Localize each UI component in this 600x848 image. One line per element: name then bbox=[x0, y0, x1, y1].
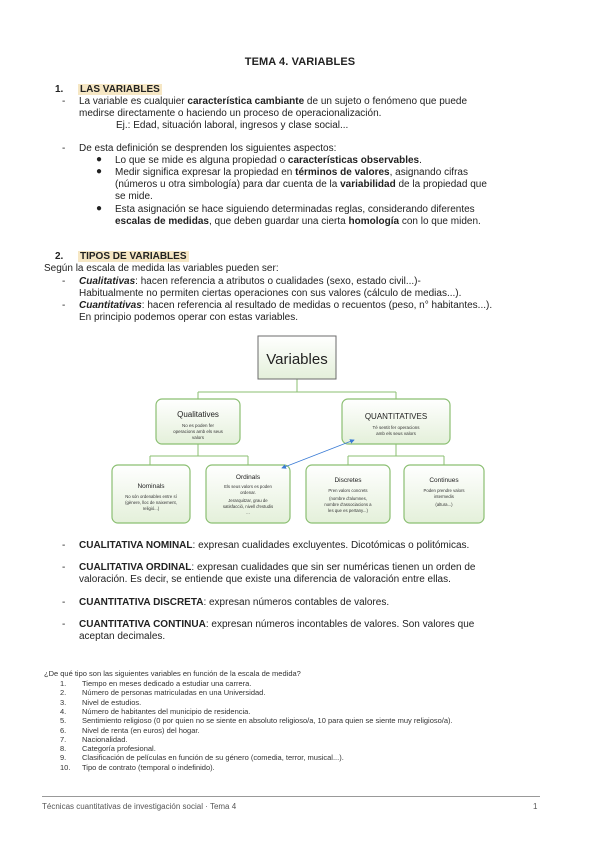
bullet-dot: ● bbox=[96, 154, 103, 165]
section2-number: 2. bbox=[55, 251, 64, 262]
bullet-dot: ● bbox=[96, 203, 103, 214]
cuantitativas-l1: Cuantitativas: hacen referencia al resultado de medidas o recuentos (peso, n° habitantes...). bbox=[79, 300, 493, 311]
diagram-node-qualitatives bbox=[156, 399, 240, 444]
svg-text:No són ordenables entre sí: No són ordenables entre sí bbox=[125, 494, 177, 499]
dash-marker: - bbox=[62, 143, 66, 154]
page-title: TEMA 4. VARIABLES bbox=[244, 56, 356, 68]
diagram-node-continues bbox=[404, 465, 484, 523]
bullet-valores-l1: Medir significa expresar la propiedad en términos de valores, asignando cifras bbox=[115, 167, 468, 178]
dash-marker: - bbox=[62, 619, 66, 630]
def-nominal: CUALITATIVA NOMINAL: expresan cualidades excluyentes. Dicotómicas o politómicas. bbox=[79, 540, 470, 551]
svg-text:operacions amb els seus: operacions amb els seus bbox=[173, 429, 223, 434]
section1-number: 1. bbox=[55, 84, 64, 95]
exercise-item-number: 6. bbox=[60, 725, 67, 735]
variables-diagram bbox=[110, 328, 530, 528]
dash-marker: - bbox=[62, 300, 66, 311]
section1-example: Ej.: Edad, situación laboral, ingresos y clase social... bbox=[116, 120, 349, 131]
exercise-item-number: 3. bbox=[60, 697, 67, 707]
section1-paragraph1: La variable es cualquier característica cambiante de un sujeto o fenómeno que puede bbox=[79, 96, 468, 107]
section1-paragraph2: De esta definición se desprenden los siguientes aspectos: bbox=[79, 143, 337, 154]
def-continua-l2: aceptan decimales. bbox=[79, 631, 166, 642]
diagram-node-variables bbox=[258, 336, 336, 379]
svg-text:ordenar.: ordenar. bbox=[240, 490, 256, 495]
diagram-node-discretes bbox=[306, 465, 390, 523]
ordinal-quantitative-arrow bbox=[282, 440, 354, 468]
cuantitativas-l2: En principio podemos operar con estas variables. bbox=[79, 312, 299, 323]
dash-marker: - bbox=[62, 96, 66, 107]
svg-text:Variables: Variables bbox=[266, 351, 328, 368]
footer-divider bbox=[42, 796, 540, 797]
exercise-item-number: 9. bbox=[60, 753, 67, 763]
bullet-dot: ● bbox=[96, 166, 103, 177]
section2-heading: TIPOS DE VARIABLES bbox=[80, 251, 187, 262]
svg-text:Jerarquitzar, grau de: Jerarquitzar, grau de bbox=[228, 498, 268, 503]
exercise-item-text: Tipo de contrato (temporal o indefinido). bbox=[82, 762, 215, 772]
svg-text:intermedis: intermedis bbox=[434, 494, 454, 499]
exercise-item-text: Nivel de renta (en euros) del hogar. bbox=[82, 725, 200, 735]
cualitativas-l1: Cualitativas: hacen referencia a atributos o cualidades (sexo, estado civil...)- bbox=[79, 276, 421, 287]
section2-intro: Según la escala de medida las variables pueden ser: bbox=[44, 263, 279, 274]
svg-text:(gènere, lloc de naixement,: (gènere, lloc de naixement, bbox=[125, 500, 177, 505]
section1-paragraph1-line2: medirse directamente o haciendo un proceso de operacionalización. bbox=[79, 108, 382, 119]
svg-text:Continues: Continues bbox=[429, 477, 459, 484]
bullet-escalas-l1: Esta asignación se hace siguiendo determinadas reglas, considerando diferentes bbox=[115, 204, 475, 215]
svg-text:Ordinals: Ordinals bbox=[235, 474, 261, 481]
svg-text:Els seus valors es poden: Els seus valors es poden bbox=[224, 484, 272, 489]
svg-text:...: ... bbox=[246, 510, 250, 515]
svg-text:QUANTITATIVES: QUANTITATIVES bbox=[364, 412, 428, 421]
exercise-item-text: Nacionalidad. bbox=[82, 734, 128, 744]
svg-text:amb els seus valors: amb els seus valors bbox=[376, 431, 416, 436]
svg-text:Discretes: Discretes bbox=[334, 477, 362, 484]
svg-text:les que es pertany...): les que es pertany...) bbox=[328, 508, 368, 513]
def-continua-l1: CUANTITATIVA CONTINUA: expresan números incontables de valores. Son valores que bbox=[79, 619, 475, 630]
exercise-item-number: 10. bbox=[60, 762, 71, 772]
svg-text:Pren valors concrets: Pren valors concrets bbox=[328, 488, 368, 493]
exercise-item-text: Tiempo en meses dedicado a estudiar una carrera. bbox=[82, 679, 252, 688]
svg-text:satisfacció, nivell d'estudis: satisfacció, nivell d'estudis bbox=[222, 504, 274, 509]
svg-text:No es poden fer: No es poden fer bbox=[181, 423, 215, 428]
def-ordinal-l1: CUALITATIVA ORDINAL: expresan cualidades que sin ser numéricas tienen un orden de bbox=[79, 562, 476, 573]
dash-marker: - bbox=[62, 540, 66, 551]
exercise-item-text: Número de personas matriculadas en una Universidad. bbox=[82, 688, 266, 698]
diagram-node-nominals bbox=[112, 465, 190, 523]
exercise-item-text: Sentimiento religioso (0 por quien no se siente en absoluto religioso/a, 10 para quien se siente muy religioso/a). bbox=[82, 716, 453, 726]
page-number: 1 bbox=[533, 802, 538, 811]
exercise-item-text: Clasificación de películas en función de su género (comedia, terror, musical...). bbox=[82, 753, 344, 763]
svg-text:Qualitatives: Qualitatives bbox=[177, 410, 219, 419]
svg-text:valors: valors bbox=[191, 435, 205, 440]
cualitativas-l2: Habitualmente no permiten ciertas operaciones con sus valores (cálculo de medias...). bbox=[79, 288, 462, 299]
svg-text:(nombre d'alumnes,: (nombre d'alumnes, bbox=[329, 496, 367, 501]
svg-text:Poden prendre valors: Poden prendre valors bbox=[423, 488, 465, 493]
footer-text: Técnicas cuantitativas de investigación social · Tema 4 bbox=[42, 802, 237, 811]
svg-text:Nominals: Nominals bbox=[137, 483, 165, 490]
exercise-item-number: 4. bbox=[60, 706, 67, 716]
exercise-item-number: 8. bbox=[60, 744, 67, 754]
diagram-node-ordinals bbox=[206, 465, 290, 523]
svg-text:religió...): religió...) bbox=[142, 506, 160, 511]
dash-marker: - bbox=[62, 597, 66, 608]
exercise-question: ¿De qué tipo son las siguientes variables en función de la escala de medida? bbox=[44, 669, 301, 678]
exercise-item-text: Número de habitantes del municipio de residencia. bbox=[82, 706, 251, 716]
dash-marker: - bbox=[62, 276, 66, 287]
def-discreta: CUANTITATIVA DISCRETA: expresan números contables de valores. bbox=[79, 597, 390, 608]
exercise-item-number: 2. bbox=[60, 688, 67, 698]
exercise-item-number: 7. bbox=[60, 734, 67, 744]
section1-heading: LAS VARIABLES bbox=[80, 84, 160, 95]
dash-marker: - bbox=[62, 562, 66, 573]
bullet-valores-l2: (números u otra simbología) para dar cuenta de la variabilidad de la propiedad que bbox=[115, 179, 487, 190]
bullet-observables: Lo que se mide es alguna propiedad o características observables. bbox=[115, 155, 422, 166]
svg-text:nombre d'associacions a: nombre d'associacions a bbox=[324, 502, 372, 507]
exercise-item-number: 1. bbox=[60, 679, 67, 688]
exercise-item-text: Nivel de estudios. bbox=[82, 697, 142, 707]
svg-text:Té sentit fer operacions: Té sentit fer operacions bbox=[372, 425, 420, 430]
exercise-item-number: 5. bbox=[60, 716, 67, 726]
bullet-valores-l3: se mide. bbox=[115, 191, 153, 202]
bullet-escalas-l2: escalas de medidas, que deben guardar una cierta homología con lo que miden. bbox=[115, 216, 481, 227]
exercise-item-text: Categoría profesional. bbox=[82, 744, 156, 754]
svg-text:(altura...): (altura...) bbox=[435, 502, 453, 507]
diagram-node-quantitatives bbox=[342, 399, 450, 444]
def-ordinal-l2: valoración. Es decir, se entiende que existe una diferencia de valoración entre ellas. bbox=[79, 574, 451, 585]
